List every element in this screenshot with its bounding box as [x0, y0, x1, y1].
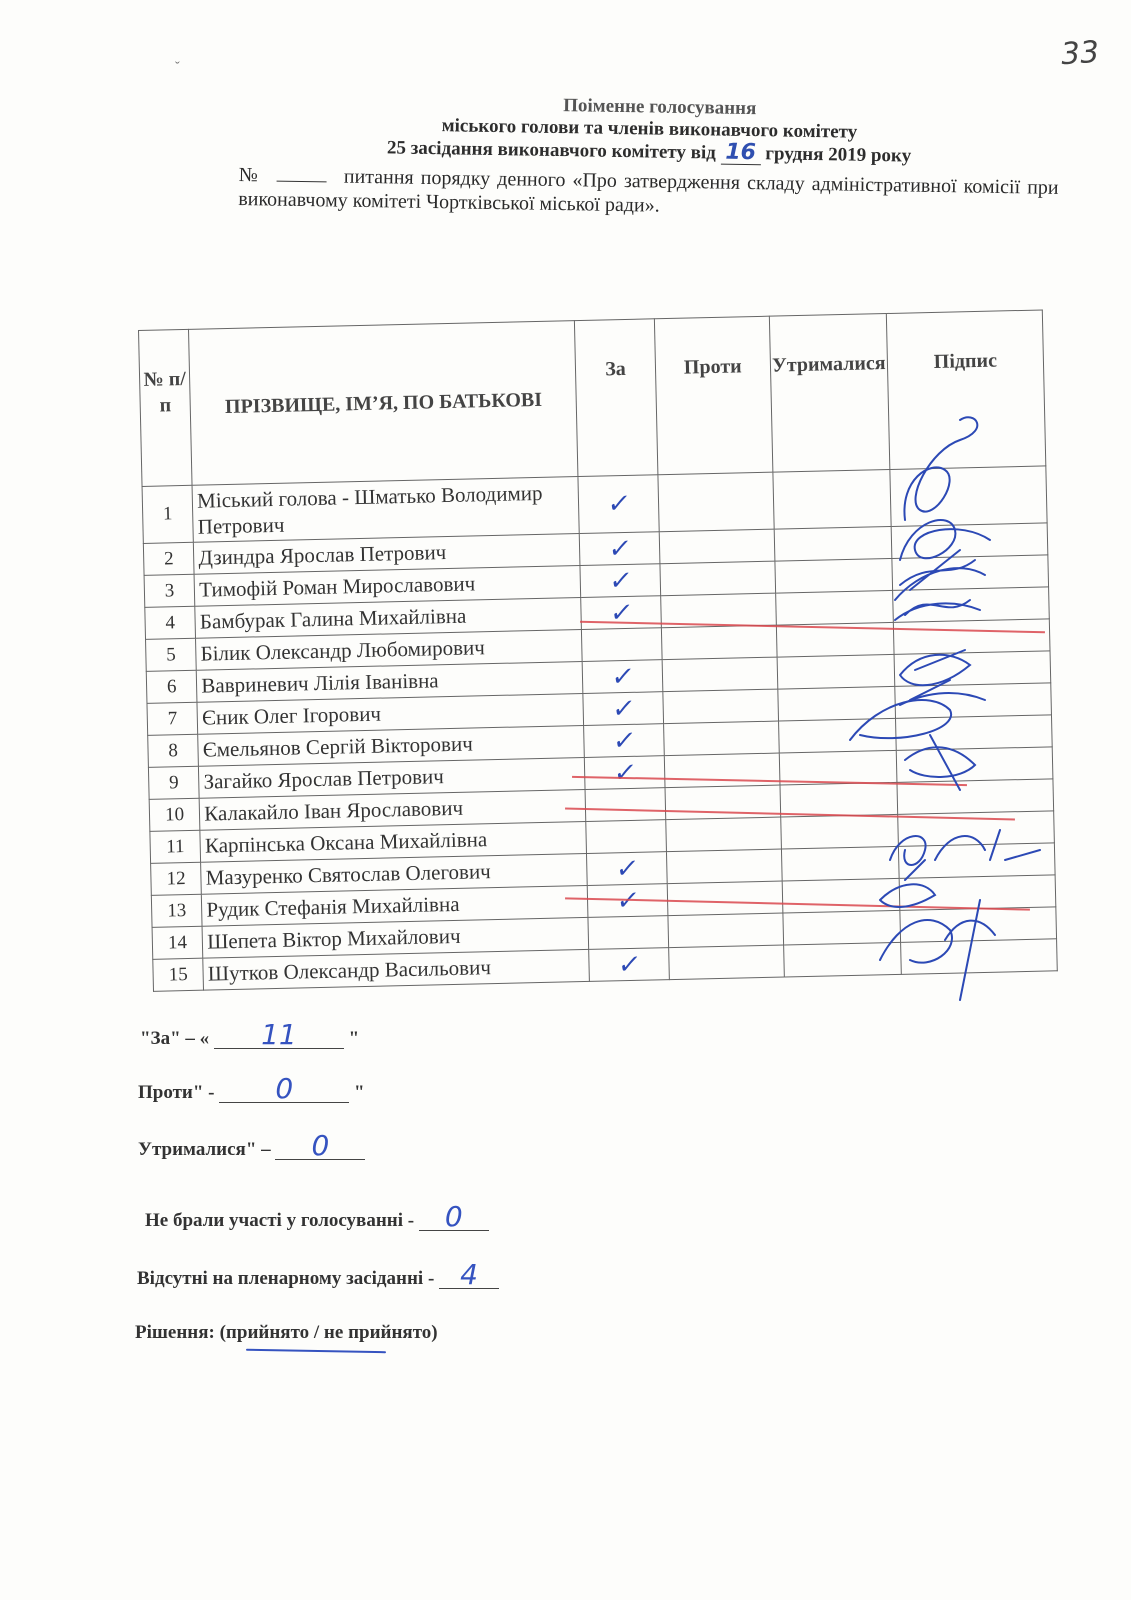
member-name: Вавриневич Лілія Іванівна [197, 662, 584, 703]
vote-against-cell [662, 657, 778, 692]
decision-options: (прийнято / не прийнято) [219, 1322, 438, 1343]
voting-table-wrapper [138, 309, 1058, 991]
vote-against-cell [661, 625, 777, 660]
vote-for-cell [584, 724, 664, 758]
table-header-row [139, 310, 1046, 486]
vote-for-cell [583, 692, 663, 726]
vote-against-cell [658, 472, 774, 532]
page-number: 33 [1059, 34, 1101, 73]
agenda-item [238, 163, 1059, 224]
row-number: 6 [146, 670, 197, 703]
vote-for-cell [580, 564, 660, 598]
checkmark-icon: ✓ [609, 661, 636, 692]
member-name: Тимофій Роман Мирославович [194, 566, 581, 607]
vote-abstain-cell [774, 526, 892, 561]
vote-for-cell [586, 820, 666, 854]
total-for-end: " [348, 1028, 360, 1049]
scan-mark: ˇ [175, 60, 180, 75]
checkmark-icon: ✓ [611, 757, 638, 788]
item-number-label: № [238, 163, 260, 187]
checkmark-icon: ✓ [610, 725, 638, 756]
vote-for-cell [589, 948, 669, 982]
checkmark-icon: ✓ [614, 885, 641, 916]
vote-against-cell [668, 945, 784, 980]
total-absent-row [137, 1258, 499, 1291]
row-number: 12 [151, 862, 202, 895]
row-number: 14 [152, 926, 203, 959]
item-number-blank [277, 181, 327, 183]
vote-against-cell [663, 721, 779, 756]
decision-row [135, 1322, 438, 1344]
signature-cell [892, 555, 1049, 591]
row-number: 9 [148, 766, 199, 799]
member-name: Єник Олег Ігорович [197, 693, 584, 734]
header-against: Проти [654, 316, 773, 475]
total-abstain-row [138, 1129, 365, 1162]
total-abstain-value: 0 [275, 1133, 365, 1160]
signature-cell [895, 683, 1052, 719]
header-for: За [575, 319, 658, 477]
vote-abstain-cell [783, 910, 901, 945]
vote-against-cell [663, 689, 779, 724]
total-absent-value: 4 [439, 1262, 499, 1289]
document-header [238, 90, 1060, 224]
row-number: 3 [144, 574, 195, 607]
row-number: 15 [153, 958, 204, 991]
checkmark-icon: ✓ [613, 853, 641, 884]
total-for-label: "За" – « [140, 1028, 210, 1049]
row-number: 1 [142, 485, 194, 543]
checkmark-icon: ✓ [606, 533, 633, 564]
row-number: 4 [145, 606, 196, 639]
vote-against-cell [665, 817, 781, 852]
row-number: 5 [146, 638, 197, 671]
total-absent-label: Відсутні на пленарному засіданні - [137, 1268, 435, 1289]
title-line-3-suffix: грудня 2019 року [765, 143, 912, 167]
vote-abstain-cell [773, 469, 891, 529]
decision-handwritten-underline [246, 1349, 386, 1353]
header-signature: Підпис [886, 310, 1046, 470]
checkmark-icon: ✓ [615, 949, 643, 980]
vote-abstain-cell [776, 590, 894, 625]
title-line-2: міського голови та членів виконавчого комітету [441, 115, 858, 143]
total-not-voted-value: 0 [419, 1204, 489, 1231]
vote-abstain-cell [780, 782, 898, 817]
member-name: Калакайло Іван Ярославович [199, 789, 586, 830]
row-number: 13 [151, 894, 202, 927]
vote-for-cell [585, 756, 665, 790]
table-body [142, 466, 1057, 991]
signature-cell [892, 587, 1049, 623]
checkmark-icon: ✓ [605, 488, 632, 520]
member-name: Рудик Стефанія Михайлівна [202, 885, 589, 926]
signature-cell [893, 619, 1050, 655]
member-name: Білик Олександр Любомирович [196, 630, 583, 671]
member-name: Мазуренко Святослав Олегович [201, 853, 588, 894]
member-name: Дзиндра Ярослав Петрович [194, 534, 581, 575]
vote-for-cell [588, 916, 668, 950]
vote-against-cell [668, 913, 784, 948]
vote-for-cell [581, 596, 661, 630]
header-abstain: Утрималися [769, 314, 889, 473]
vote-abstain-cell [781, 814, 899, 849]
row-number: 8 [148, 734, 199, 767]
signature-cell [899, 875, 1056, 911]
signature-cell [900, 939, 1057, 975]
vote-against-cell [667, 881, 783, 916]
vote-abstain-cell [784, 942, 902, 977]
total-against-row [138, 1072, 365, 1105]
vote-against-cell [660, 561, 776, 596]
total-not-voted-row [145, 1200, 489, 1233]
total-abstain-label: Утрималися" – [138, 1139, 271, 1160]
total-against-label: Проти" - [138, 1082, 215, 1103]
signature-cell [898, 843, 1055, 879]
member-name: Шутков Олександр Васильович [203, 949, 590, 990]
row-number: 7 [147, 702, 198, 735]
vote-abstain-cell [782, 878, 900, 913]
decision-label: Рішення: [135, 1322, 215, 1343]
vote-for-cell [585, 788, 665, 822]
vote-against-cell [664, 753, 780, 788]
total-for-row [140, 1018, 360, 1051]
signature-cell [891, 523, 1048, 559]
row-number: 11 [150, 830, 201, 863]
total-against-value: 0 [219, 1076, 349, 1103]
row-number: 10 [149, 798, 200, 831]
vote-abstain-cell [778, 686, 896, 721]
total-against-end: " [354, 1082, 365, 1103]
vote-for-cell [580, 532, 660, 566]
signature-cell [900, 907, 1057, 943]
member-name: Шепета Віктор Михайлович [202, 917, 589, 958]
signature-cell [894, 651, 1051, 687]
vote-against-cell [665, 785, 781, 820]
title-line-3-prefix: 25 засідання виконавчого комітету від [386, 137, 717, 164]
signature-cell [896, 747, 1053, 783]
total-for-value: 11 [214, 1022, 344, 1049]
vote-for-cell [582, 628, 662, 662]
vote-for-cell [587, 852, 667, 886]
item-text: питання порядку денного «Про затвердження складу адміністративної комісії при виконавчому комітеті Чортківської міської ради». [238, 165, 1059, 217]
signature-cell [895, 715, 1052, 751]
vote-against-cell [659, 529, 775, 564]
vote-for-cell [578, 475, 659, 534]
member-name: Міський голова - Шматько Володимир Петрович [192, 477, 579, 543]
vote-abstain-cell [777, 654, 895, 689]
row-number: 2 [143, 542, 194, 575]
member-name: Ємельянов Сергій Вікторович [198, 725, 585, 766]
member-name: Бамбурак Галина Михайлівна [195, 598, 582, 639]
vote-against-cell [666, 849, 782, 884]
member-name: Карпінська Оксана Михайлівна [200, 821, 587, 862]
signature-cell [890, 466, 1047, 527]
checkmark-icon: ✓ [607, 597, 635, 628]
voting-table [138, 309, 1058, 991]
vote-abstain-cell [775, 558, 893, 593]
vote-for-cell [582, 660, 662, 694]
checkmark-icon: ✓ [607, 565, 634, 596]
member-name: Загайко Ярослав Петрович [199, 757, 586, 798]
vote-abstain-cell [781, 846, 899, 881]
total-not-voted-label: Не брали участі у голосуванні - [145, 1210, 415, 1231]
header-name: ПРІЗВИЩЕ, ІМ’Я, ПО БАТЬКОВІ [189, 321, 578, 486]
header-num: № п/п [139, 329, 193, 486]
title-line-1: Поіменне голосування [563, 95, 757, 120]
vote-abstain-cell [778, 718, 896, 753]
meeting-day: 16 [720, 142, 760, 166]
checkmark-icon: ✓ [610, 693, 637, 724]
